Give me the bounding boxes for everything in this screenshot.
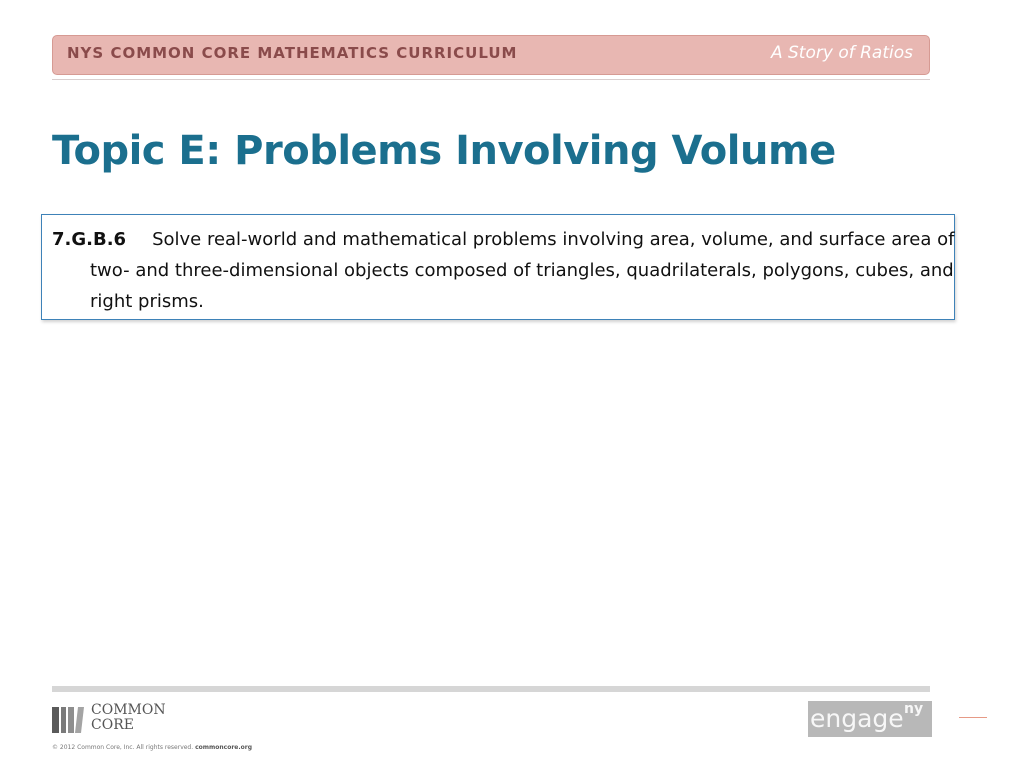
book-spine-2 [61, 707, 66, 733]
copyright-link[interactable]: commoncore.org [195, 744, 253, 751]
page-title: Topic E: Problems Involving Volume [52, 128, 836, 174]
common-core-logo [52, 702, 192, 735]
accent-line [959, 717, 987, 718]
engage-wordmark: engage [810, 704, 904, 733]
module-title: A Story of Ratios [770, 43, 913, 63]
copyright-notice [52, 744, 252, 751]
standard-statement [52, 224, 960, 317]
copyright-text: © 2012 Common Core, Inc. All rights reserved. [52, 744, 194, 751]
curriculum-title: NYS COMMON CORE MATHEMATICS CURRICULUM [67, 44, 518, 62]
standard-description: Solve real-world and mathematical problems involving area, volume, and surface area of two- and three-dimensional objects composed of triangles, quadrilaterals, polygons, cubes, and right prisms. [90, 229, 955, 312]
standard-code: 7.G.B.6 [52, 229, 127, 250]
book-spine-3 [68, 707, 74, 733]
books-icon [52, 707, 84, 733]
engage-ny-logo [808, 701, 932, 737]
header-banner [52, 35, 930, 75]
footer-divider [52, 686, 930, 692]
common-core-wordmark: COMMON CORE [91, 702, 166, 733]
book-spine-4 [75, 707, 84, 733]
standard-box [41, 214, 955, 320]
engage-superscript: ny [904, 701, 924, 717]
book-spine-1 [52, 707, 59, 733]
header-divider [52, 79, 930, 80]
